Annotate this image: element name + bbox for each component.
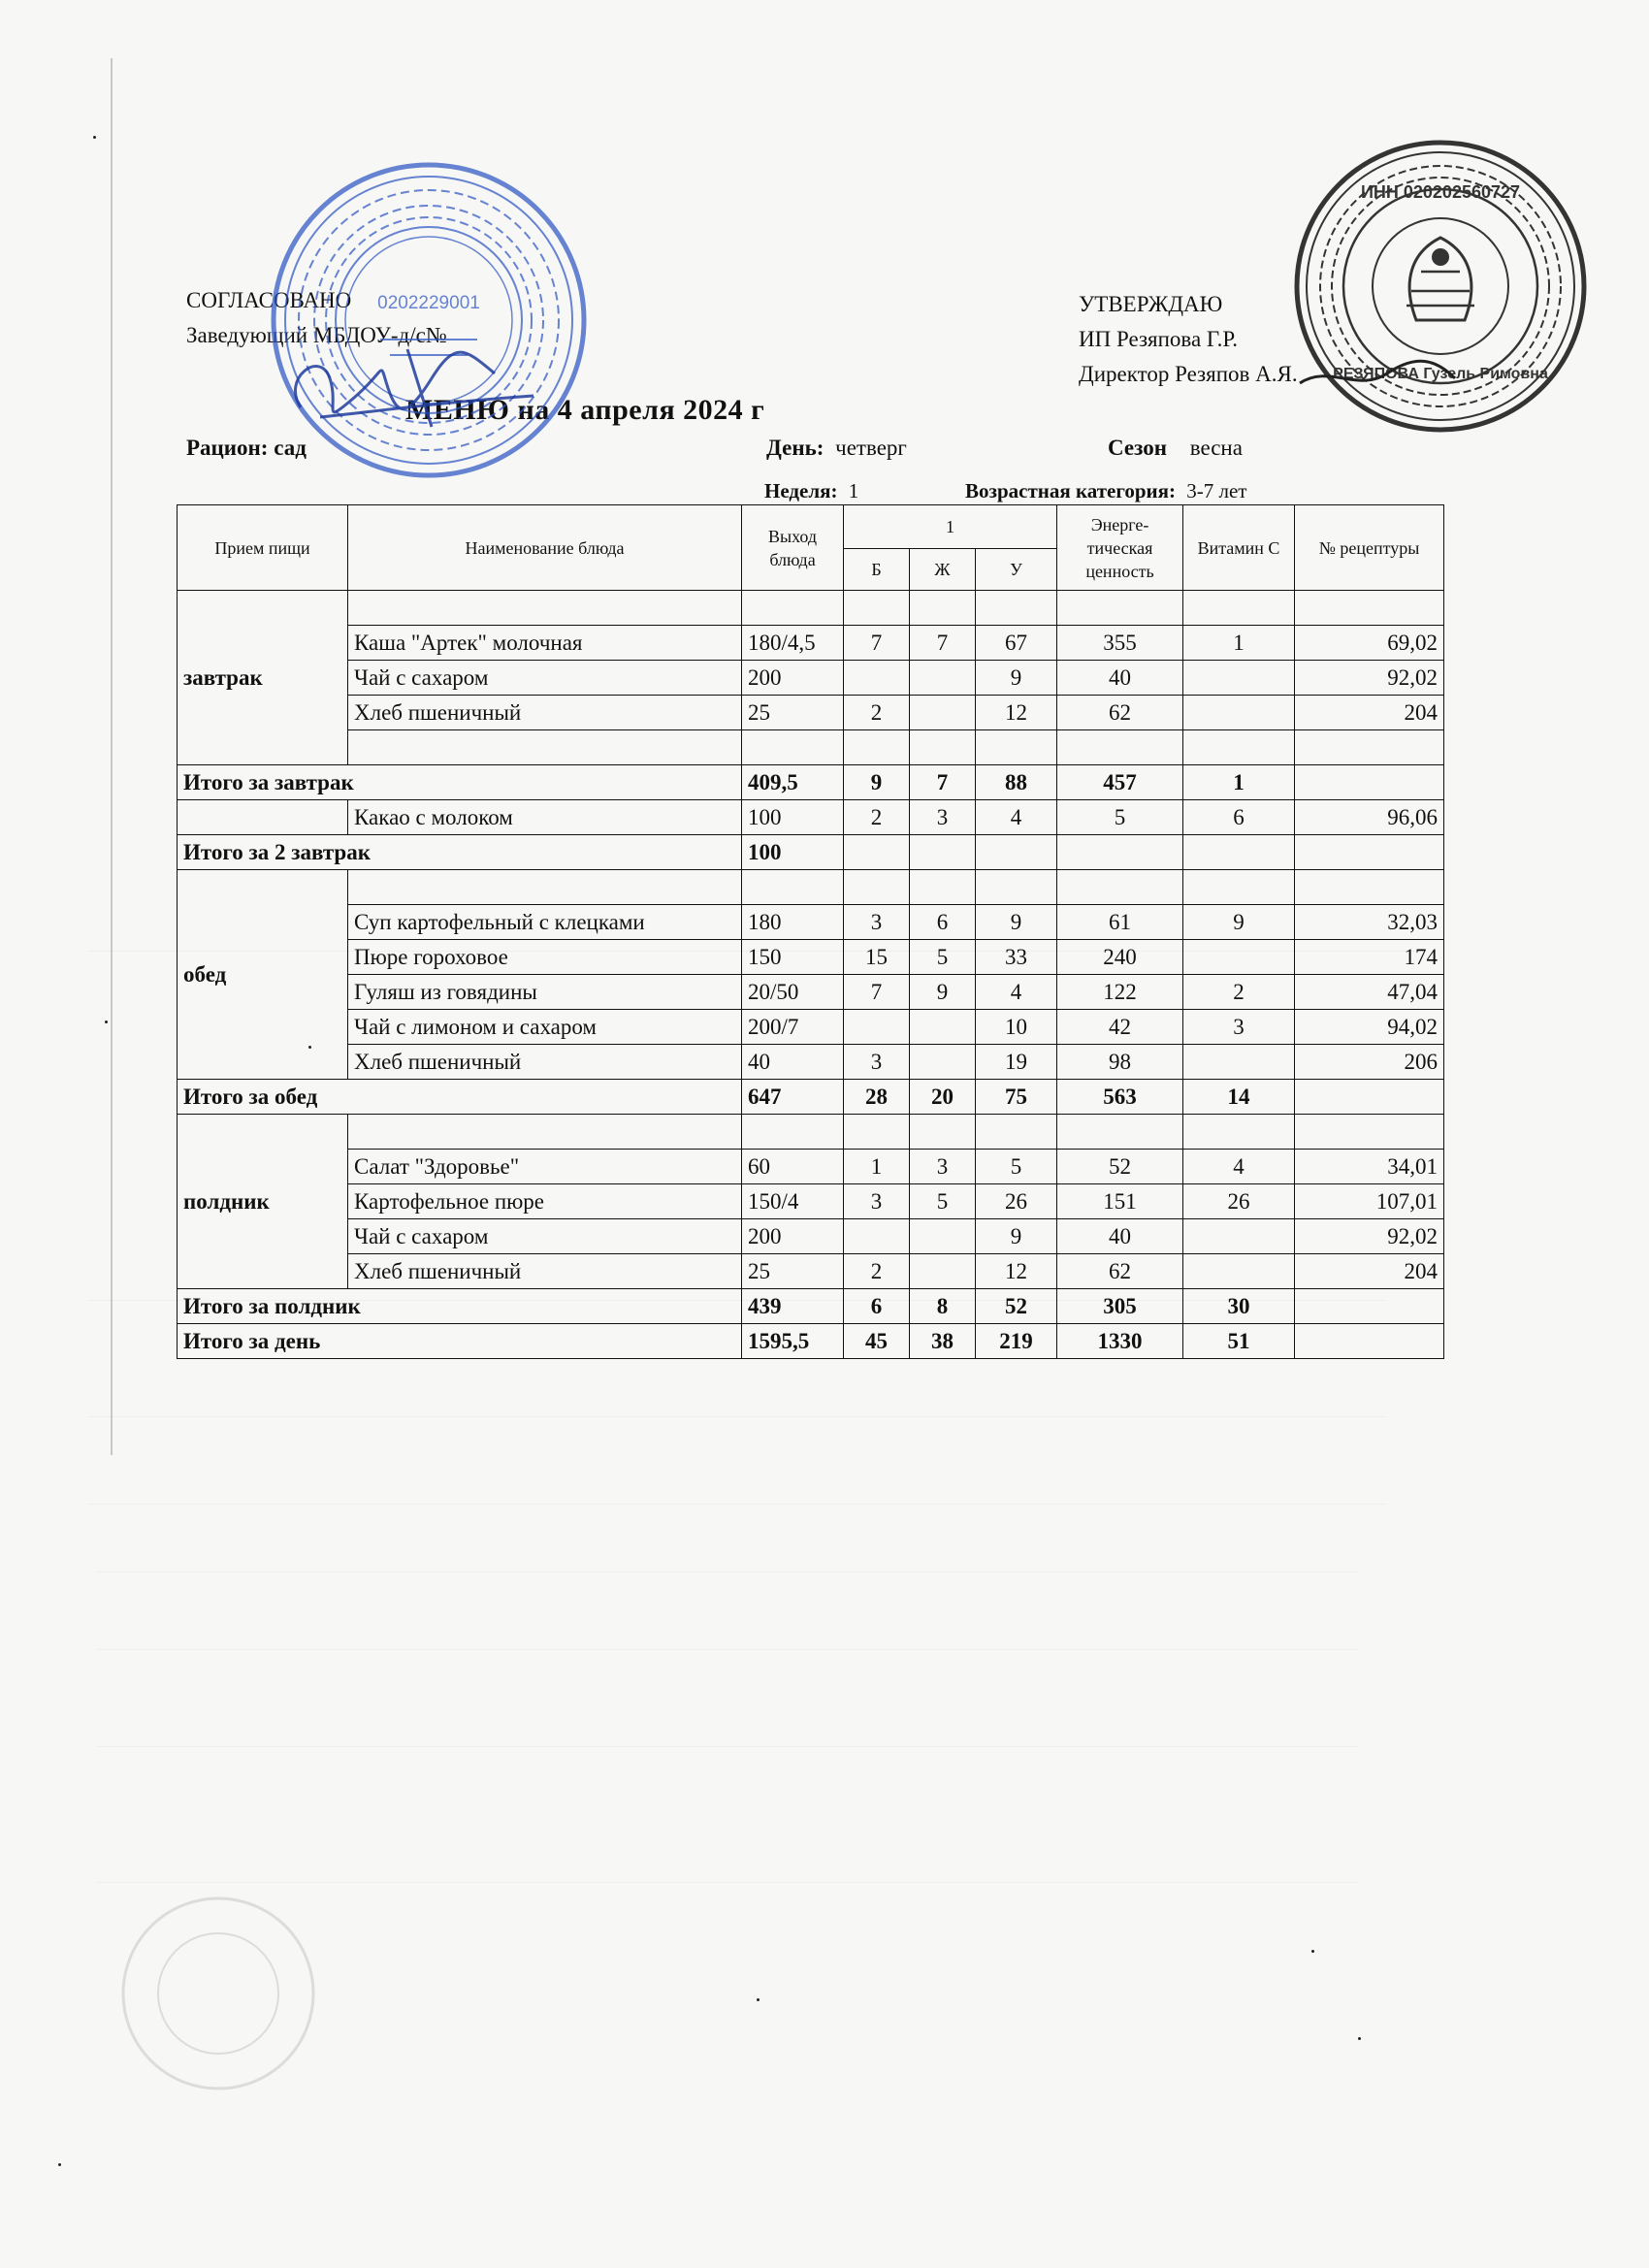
col-header-portion: Выход блюда: [742, 505, 844, 591]
energy-value: 42: [1057, 1010, 1183, 1045]
total-label: Итого за день: [178, 1324, 742, 1359]
carb-value: 33: [976, 940, 1057, 975]
carb-value: 12: [976, 1254, 1057, 1289]
recipe-value: 204: [1295, 1254, 1444, 1289]
approval-right-company: ИП Резяпова Г.Р.: [1079, 327, 1239, 351]
vitc-value: [1183, 1045, 1295, 1080]
total-energy: 305: [1057, 1289, 1183, 1324]
fat-value: 9: [910, 975, 976, 1010]
table-row: [178, 1254, 1444, 1289]
group-row-snack: [178, 1115, 1444, 1150]
portion-value: 25: [742, 1254, 844, 1289]
group-row-lunch: [178, 870, 1444, 905]
total-vitc: 1: [1183, 765, 1295, 800]
total-energy: 1330: [1057, 1324, 1183, 1359]
scan-speck: [1358, 2037, 1361, 2040]
col-header-meal: Прием пищи: [178, 505, 348, 591]
stamp-name-right: РЕЗЯПОВА Гузель Римовна: [1333, 366, 1548, 382]
recipe-value: 206: [1295, 1045, 1444, 1080]
carb-value: 12: [976, 696, 1057, 730]
meal-name-lunch: обед: [178, 870, 348, 1080]
energy-value: 40: [1057, 661, 1183, 696]
protein-value: 1: [844, 1150, 910, 1184]
dish-name: Гуляш из говядины: [348, 975, 742, 1010]
age-value: 3-7 лет: [1186, 479, 1247, 502]
approval-right-director: Директор Резяпов А.Я.: [1079, 362, 1298, 386]
approval-right-title: УТВЕРЖДАЮ: [1079, 292, 1223, 316]
energy-value: 40: [1057, 1219, 1183, 1254]
total-vitc: 14: [1183, 1080, 1295, 1115]
carb-value: 4: [976, 800, 1057, 835]
carb-value: 26: [976, 1184, 1057, 1219]
total-label: Итого за 2 завтрак: [178, 835, 742, 870]
total-portion: 1595,5: [742, 1324, 844, 1359]
scan-speck: [105, 1021, 108, 1023]
total-vitc: 51: [1183, 1324, 1295, 1359]
season-info: [1108, 435, 1243, 462]
col-header-recipe: № рецептуры: [1295, 505, 1444, 591]
vitc-value: [1183, 940, 1295, 975]
fat-value: 5: [910, 1184, 976, 1219]
energy-value: 240: [1057, 940, 1183, 975]
col-header-b: Б: [844, 549, 910, 591]
approval-left-position: Заведующий МБДОУ-д/с№: [186, 323, 447, 347]
vitc-value: [1183, 696, 1295, 730]
recipe-value: 96,06: [1295, 800, 1444, 835]
portion-value: 180: [742, 905, 844, 940]
dish-name: Чай с сахаром: [348, 661, 742, 696]
dish-name: Картофельное пюре: [348, 1184, 742, 1219]
vitc-value: 1: [1183, 626, 1295, 661]
recipe-value: 94,02: [1295, 1010, 1444, 1045]
energy-value: 5: [1057, 800, 1183, 835]
stamp-inn-right: ИНН 020202560727: [1360, 182, 1521, 202]
energy-value: 98: [1057, 1045, 1183, 1080]
fat-value: [910, 1045, 976, 1080]
portion-value: 150/4: [742, 1184, 844, 1219]
col-header-dish: Наименование блюда: [348, 505, 742, 591]
dish-name: Пюре гороховое: [348, 940, 742, 975]
portion-value: 200/7: [742, 1010, 844, 1045]
energy-value: 52: [1057, 1150, 1183, 1184]
fat-value: 3: [910, 800, 976, 835]
carb-value: 67: [976, 626, 1057, 661]
fat-value: [910, 696, 976, 730]
portion-value: 40: [742, 1045, 844, 1080]
signature-left: [262, 320, 553, 446]
table-row: [178, 800, 1444, 835]
col-header-group: 1: [844, 505, 1057, 549]
empty-row: [178, 730, 1444, 765]
energy-value: 62: [1057, 696, 1183, 730]
season-label: Сезон: [1108, 436, 1167, 460]
total-portion: 647: [742, 1080, 844, 1115]
fat-value: [910, 1254, 976, 1289]
col-header-vitc: Витамин С: [1183, 505, 1295, 591]
vitc-value: 26: [1183, 1184, 1295, 1219]
signature-right: [1290, 340, 1465, 407]
carb-value: 4: [976, 975, 1057, 1010]
recipe-value: 92,02: [1295, 661, 1444, 696]
week-info: [764, 477, 858, 504]
fat-value: [910, 661, 976, 696]
total-portion: 409,5: [742, 765, 844, 800]
season-value: весна: [1189, 436, 1243, 460]
scan-speck: [58, 2163, 61, 2166]
vitc-value: [1183, 1219, 1295, 1254]
total-energy: 563: [1057, 1080, 1183, 1115]
carb-value: 9: [976, 1219, 1057, 1254]
fat-value: 7: [910, 626, 976, 661]
group-row-breakfast: [178, 591, 1444, 626]
portion-value: 20/50: [742, 975, 844, 1010]
recipe-value: 69,02: [1295, 626, 1444, 661]
total-protein: 9: [844, 765, 910, 800]
energy-value: 355: [1057, 626, 1183, 661]
protein-value: 2: [844, 696, 910, 730]
vitc-value: 9: [1183, 905, 1295, 940]
protein-value: [844, 1010, 910, 1045]
total-row-day: [178, 1324, 1444, 1359]
total-protein: 6: [844, 1289, 910, 1324]
total-carb: 88: [976, 765, 1057, 800]
portion-value: 60: [742, 1150, 844, 1184]
total-fat: 8: [910, 1289, 976, 1324]
fat-value: [910, 1219, 976, 1254]
recipe-value: 174: [1295, 940, 1444, 975]
portion-value: 150: [742, 940, 844, 975]
dish-name: Хлеб пшеничный: [348, 1254, 742, 1289]
total-carb: 75: [976, 1080, 1057, 1115]
recipe-value: 107,01: [1295, 1184, 1444, 1219]
total-fat: 38: [910, 1324, 976, 1359]
protein-value: 15: [844, 940, 910, 975]
day-value: четверг: [835, 436, 907, 460]
table-row: [178, 1010, 1444, 1045]
total-label: Итого за обед: [178, 1080, 742, 1115]
recipe-value: 32,03: [1295, 905, 1444, 940]
energy-value: 62: [1057, 1254, 1183, 1289]
bleed-through-stamp: [116, 1892, 320, 2095]
energy-value: 61: [1057, 905, 1183, 940]
protein-value: 2: [844, 1254, 910, 1289]
scan-speck: [308, 1046, 311, 1049]
recipe-value: 34,01: [1295, 1150, 1444, 1184]
dish-name: Какао с молоком: [348, 800, 742, 835]
dish-name: Хлеб пшеничный: [348, 696, 742, 730]
portion-value: 200: [742, 661, 844, 696]
vitc-value: [1183, 661, 1295, 696]
ration-label: Рацион:: [186, 436, 269, 460]
emblem-icon: [1406, 238, 1474, 320]
table-row: [178, 661, 1444, 696]
total-energy: 457: [1057, 765, 1183, 800]
table-row: [178, 1045, 1444, 1080]
portion-value: 180/4,5: [742, 626, 844, 661]
meal-name-snack: полдник: [178, 1115, 348, 1289]
fat-value: 3: [910, 1150, 976, 1184]
week-label: Неделя:: [764, 479, 838, 502]
menu-table: [177, 504, 1444, 1359]
page-title: МЕНЮ на 4 апреля 2024 г: [405, 394, 765, 426]
ration-value: сад: [274, 436, 307, 460]
carb-value: 10: [976, 1010, 1057, 1045]
total-label: Итого за полдник: [178, 1289, 742, 1324]
dish-name: Чай с сахаром: [348, 1219, 742, 1254]
total-fat: 20: [910, 1080, 976, 1115]
meal-name-breakfast: завтрак: [178, 591, 348, 765]
fat-value: [910, 1010, 976, 1045]
recipe-value: 92,02: [1295, 1219, 1444, 1254]
scan-speck: [1311, 1950, 1314, 1953]
recipe-value: 204: [1295, 696, 1444, 730]
stamp-inn-text: 0202229001: [377, 293, 480, 313]
age-info: [965, 477, 1246, 504]
dish-name: Каша "Артек" молочная: [348, 626, 742, 661]
dish-name: Хлеб пшеничный: [348, 1045, 742, 1080]
table-row: [178, 1219, 1444, 1254]
day-label: День:: [766, 436, 824, 460]
dish-name: Чай с лимоном и сахаром: [348, 1010, 742, 1045]
total-protein: 45: [844, 1324, 910, 1359]
protein-value: 7: [844, 626, 910, 661]
total-portion: 100: [742, 835, 844, 870]
portion-value: 200: [742, 1219, 844, 1254]
fat-value: 5: [910, 940, 976, 975]
vitc-value: [1183, 1254, 1295, 1289]
approval-right-block: [1079, 291, 1298, 388]
dish-name: Суп картофельный с клецками: [348, 905, 742, 940]
protein-value: [844, 661, 910, 696]
total-protein: 28: [844, 1080, 910, 1115]
vitc-value: 2: [1183, 975, 1295, 1010]
energy-value: 122: [1057, 975, 1183, 1010]
recipe-value: 47,04: [1295, 975, 1444, 1010]
total-fat: 7: [910, 765, 976, 800]
protein-value: 3: [844, 1184, 910, 1219]
total-row-lunch: [178, 1080, 1444, 1115]
vitc-value: 6: [1183, 800, 1295, 835]
energy-value: 151: [1057, 1184, 1183, 1219]
protein-value: [844, 1219, 910, 1254]
table-row: [178, 940, 1444, 975]
col-header-u: У: [976, 549, 1057, 591]
scan-speck: [93, 136, 96, 139]
day-info: [766, 435, 907, 462]
total-row-snack: [178, 1289, 1444, 1324]
week-value: 1: [848, 479, 859, 502]
total-portion: 439: [742, 1289, 844, 1324]
table-row: [178, 905, 1444, 940]
table-row: [178, 696, 1444, 730]
col-header-zh: Ж: [910, 549, 976, 591]
table-row: [178, 1150, 1444, 1184]
col-header-energy: Энерге-тическая ценность: [1057, 505, 1183, 591]
total-label: Итого за завтрак: [178, 765, 742, 800]
portion-value: 25: [742, 696, 844, 730]
total-carb: 219: [976, 1324, 1057, 1359]
portion-value: 100: [742, 800, 844, 835]
vitc-value: 4: [1183, 1150, 1295, 1184]
protein-value: 3: [844, 905, 910, 940]
total-row-breakfast: [178, 765, 1444, 800]
protein-value: 7: [844, 975, 910, 1010]
scan-speck: [757, 1998, 760, 2001]
total-vitc: 30: [1183, 1289, 1295, 1324]
carb-value: 5: [976, 1150, 1057, 1184]
table-row: [178, 1184, 1444, 1219]
carb-value: 19: [976, 1045, 1057, 1080]
carb-value: 9: [976, 661, 1057, 696]
approval-left-title: СОГЛАСОВАНО: [186, 288, 352, 312]
fat-value: 6: [910, 905, 976, 940]
table-row: [178, 626, 1444, 661]
vitc-value: 3: [1183, 1010, 1295, 1045]
total-row-second-breakfast: [178, 835, 1444, 870]
age-label: Возрастная категория:: [965, 479, 1176, 502]
protein-value: 2: [844, 800, 910, 835]
protein-value: 3: [844, 1045, 910, 1080]
dish-name: Салат "Здоровье": [348, 1150, 742, 1184]
table-row: [178, 975, 1444, 1010]
carb-value: 9: [976, 905, 1057, 940]
total-carb: 52: [976, 1289, 1057, 1324]
